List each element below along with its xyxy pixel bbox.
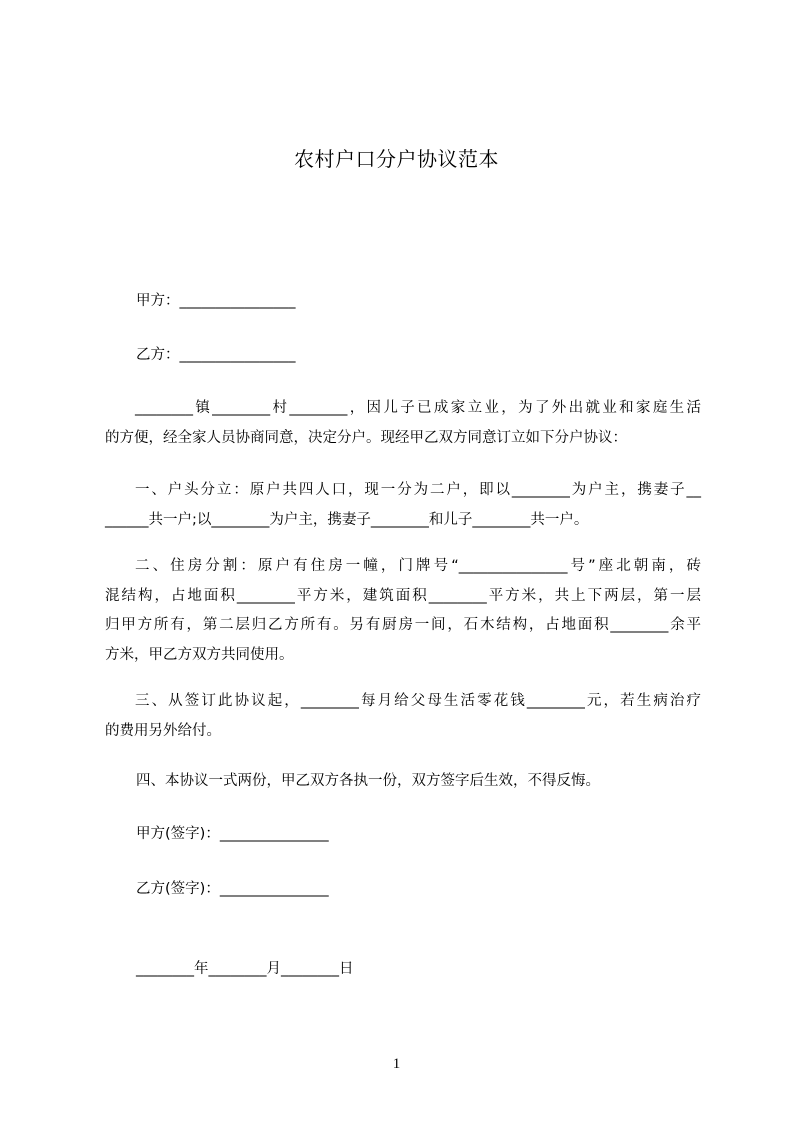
clause-1-line-1: 一、户头分立：原户共四人口，现一分为二户，即以________为户主，携妻子__ xyxy=(135,482,701,498)
date-line: ________年________月________日 xyxy=(136,961,354,977)
intro-paragraph xyxy=(105,398,701,457)
clause-2-line-4: 方米，甲乙方双方共同使用。 xyxy=(105,646,294,663)
clause-1-paragraph xyxy=(105,480,701,539)
clause-2-paragraph xyxy=(105,556,701,674)
clause-2-line-1: 二、住房分割：原户有住房一幢，门牌号“_______________号”座北朝南，砖 xyxy=(135,558,701,574)
party-a-line: 甲方：________________ xyxy=(136,293,296,309)
clause-1-line-2: ______共一户;以________为户主，携妻子________和儿子________共一户。 xyxy=(105,511,589,528)
intro-line-2: 的方便，经全家人员协商同意，决定分户。现经甲乙双方同意订立如下分户协议： xyxy=(105,429,627,446)
signature-party-b: 乙方(签字)：_______________ xyxy=(136,881,329,897)
clause-3-line-2: 的费用另外给付。 xyxy=(105,722,221,739)
clause-3-paragraph xyxy=(105,691,701,750)
party-b-line: 乙方：________________ xyxy=(136,347,296,363)
page-number: 1 xyxy=(392,1056,401,1072)
clause-2-line-2: 混结构，占地面积________平方米，建筑面积________平方米，共上下两层，第一层 xyxy=(105,587,701,604)
clause-3-line-1: 三、从签订此协议起，________每月给父母生活零花钱________元，若生病治疗 xyxy=(135,693,701,709)
intro-line-1: ________镇________村________，因儿子已成家立业，为了外出就业和家庭生活 xyxy=(135,400,701,416)
clause-4-line: 四、本协议一式两份，甲乙双方各执一份，双方签字后生效，不得反悔。 xyxy=(136,773,600,789)
document-title: 农村户口分户协议范本 xyxy=(294,147,499,171)
signature-party-a: 甲方(签字)：_______________ xyxy=(136,826,329,842)
clause-2-line-3: 归甲方所有，第二层归乙方所有。另有厨房一间，石木结构，占地面积________余平 xyxy=(105,617,701,633)
